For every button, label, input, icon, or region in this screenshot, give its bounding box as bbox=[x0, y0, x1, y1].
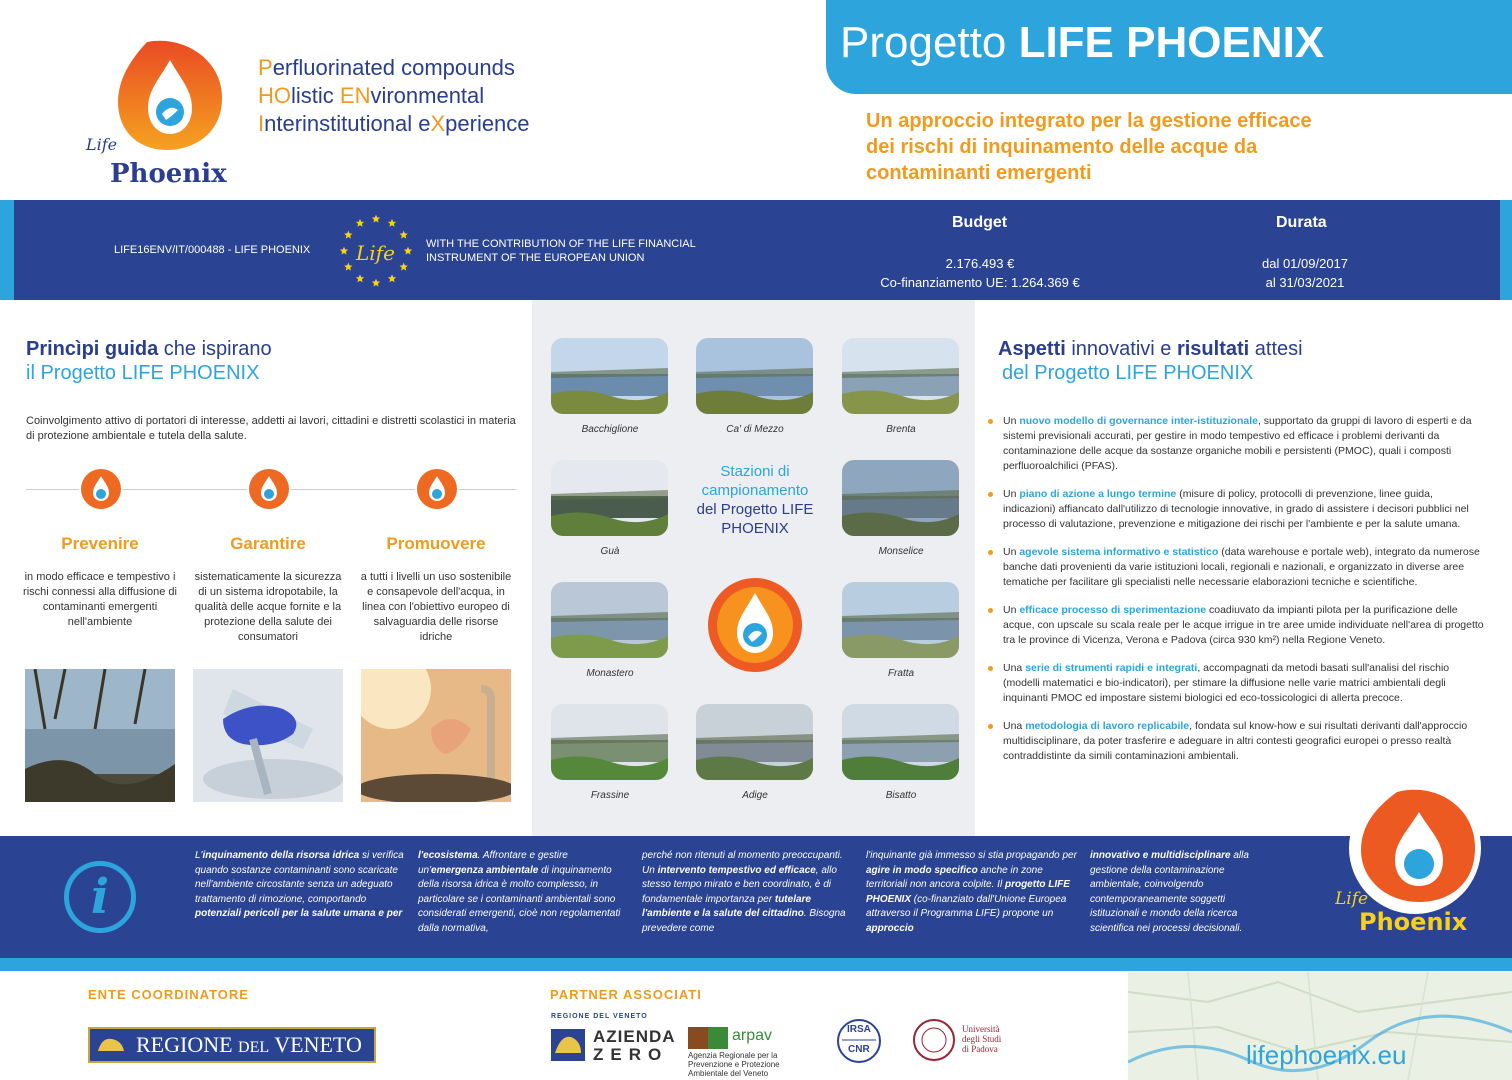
station-photo bbox=[696, 704, 813, 780]
life-phoenix-logo bbox=[1335, 778, 1485, 938]
svg-text:Phoenix: Phoenix bbox=[110, 159, 227, 189]
durata-from: dal 01/09/2017 bbox=[1261, 256, 1349, 271]
arpav-mark-icon bbox=[688, 1027, 728, 1049]
station-photo bbox=[551, 460, 668, 536]
phoenix-drop-icon bbox=[78, 466, 124, 512]
project-code: LIFE16ENV/IT/000488 - LIFE PHOENIX bbox=[114, 244, 311, 256]
eu-star-icon bbox=[356, 219, 364, 227]
principles-heading: Princìpi guida che ispirano il Progetto LIFE PHOENIX bbox=[26, 338, 272, 384]
svg-text:Life: Life bbox=[1335, 889, 1369, 909]
info-col-2: l'ecosistema. Affrontare e gestire un'emergenza ambientale di inquinamento della risorsa idrica è molto complesso, in particolare se i contaminanti ambientali sono considerati emergenti, cioè non regolamentati dalla normativa, bbox=[418, 850, 621, 934]
coordinator-label: ENTE COORDINATORE bbox=[88, 987, 249, 1002]
principle-title-prevenire: Prevenire bbox=[61, 534, 139, 553]
unipd-logo bbox=[912, 1018, 1022, 1064]
cofin-value: Co-finanziamento UE: 1.264.369 € bbox=[880, 275, 1080, 290]
station-label: Bacchiglione bbox=[581, 424, 639, 435]
durata-label: Durata bbox=[1276, 214, 1327, 231]
station-label: Adige bbox=[742, 790, 768, 801]
station-label: Bisatto bbox=[885, 790, 917, 801]
station-photo bbox=[842, 704, 959, 780]
budget-label: Budget bbox=[952, 214, 1008, 231]
aspect-item: Un piano di azione a lungo termine (misure di policy, protocolli di prevenzione, linee guida, indicazioni) affiancato dall'utilizzo di tecnologie innovative, in grado di assistere i decisori pubblici nel processo di valutazione, prevenzione e mitigazione dei rischi per l'ambiente e per la salute umana. bbox=[988, 487, 1488, 532]
station-photo bbox=[842, 338, 959, 414]
info-panel bbox=[0, 836, 1512, 971]
phoenix-drop-icon bbox=[705, 575, 805, 675]
principle-text: in modo efficace e tempestivo i rischi connessi alla diffusione di contaminanti emergenti nell'ambiente bbox=[23, 571, 177, 628]
budget-value: 2.176.493 € bbox=[945, 256, 1015, 271]
band-right-stripe bbox=[1500, 200, 1512, 300]
partner-label: PARTNER ASSOCIATI bbox=[550, 987, 702, 1002]
eu-star-icon bbox=[344, 263, 352, 271]
eu-star-icon bbox=[344, 231, 352, 239]
lion-icon bbox=[551, 1029, 585, 1061]
station-label: Guà bbox=[600, 546, 620, 557]
svg-text:Phoenix: Phoenix bbox=[1359, 908, 1468, 936]
eu-star-icon bbox=[340, 247, 348, 255]
station-photo bbox=[842, 460, 959, 536]
station-label: Frassine bbox=[590, 790, 630, 801]
principle-text: a tutti i livelli un uso sostenibile e consapevole dell'acqua, in linea con l'obiettivo europeo di salvaguardia delle risorse idriche bbox=[360, 571, 512, 643]
eu-star-icon bbox=[372, 215, 380, 223]
aspect-item: Un efficace processo di sperimentazione coadiuvato da impianti pilota per la purificazione delle acque, con upscale su scala reale per le acque irrigue in tre aree umide individuate nell'area di progetto tra le province di Vicenza, Verona e Padova (circa 930 km²) nella Regione Veneto. bbox=[988, 603, 1488, 648]
durata-to: al 31/03/2021 bbox=[1265, 275, 1345, 290]
eu-life-logo bbox=[336, 212, 416, 290]
aspects-heading: Aspetti innovativi e risultati attesi del Progetto LIFE PHOENIX bbox=[998, 338, 1303, 384]
info-col-4: l'inquinante già immesso si stia propagando per agire in modo specifico anche in zone territoriali non ancora colpite. Il progetto LIFE PHOENIX (co-finanziato dall'Unione Europea attraverso il Programma LIFE) propone un approccio bbox=[866, 850, 1077, 934]
info-bottom-stripe bbox=[0, 958, 1512, 971]
station-photo bbox=[696, 338, 813, 414]
station-photo bbox=[551, 582, 668, 658]
project-subtitle: Un approccio integrato per la gestione efficace dei rischi di inquinamento delle acque da contaminanti emergenti bbox=[866, 110, 1312, 184]
aspect-item: Una serie di strumenti rapidi e integrati, accompagnati da metodi basati sull'analisi del rischio (modelli matematici e bio-indicatori), per stimare la diffusione nelle varie matrici ambientali degli inquinanti PMOC ed impostare sistemi biologici ed eco-tossicologici di allerta precoce. bbox=[988, 661, 1488, 706]
life-phoenix-logo bbox=[82, 30, 252, 190]
principle-title-garantire: Garantire bbox=[230, 534, 306, 553]
regione-veneto-logo: REGIONE DEL VENETO bbox=[88, 1027, 376, 1063]
station-label: Ca' di Mezzo bbox=[726, 424, 784, 435]
station-label: Fratta bbox=[887, 668, 915, 679]
principle-title-promuovere: Promuovere bbox=[386, 534, 486, 553]
azienda-zero-logo: REGIONE DEL VENETO AZIENDA ZERO bbox=[551, 1013, 676, 1064]
eu-star-icon bbox=[400, 231, 408, 239]
phoenix-drop-icon bbox=[246, 466, 292, 512]
info-band bbox=[0, 200, 1512, 300]
phoenix-drop-icon bbox=[414, 466, 460, 512]
lion-icon bbox=[96, 1033, 126, 1057]
eu-star-icon bbox=[404, 247, 412, 255]
station-label: Brenta bbox=[886, 424, 916, 435]
seal-icon bbox=[912, 1018, 956, 1062]
info-col-3: perché non ritenuti al momento preoccupanti. Un intervento tempestivo ed efficace, allo stesso tempo mirato e ben coordinato, è di fondamentale importanza per tutelare l'ambiente e la salute del cittadino. Bisogna prevedere come bbox=[642, 850, 846, 934]
station-photo bbox=[551, 338, 668, 414]
aspect-item: Un agevole sistema informativo e statistico (data warehouse e portale web), integrato da numerose banche dati provenienti da varie istituzioni locali, regionali e nazionali, e organizzato in diverse aree tematiche per facilitare gli specialisti nelle necessarie elaborazioni tecniche e scientifiche. bbox=[988, 545, 1488, 590]
photo-lab-glove bbox=[193, 669, 343, 802]
station-photo bbox=[842, 582, 959, 658]
station-label: Monastero bbox=[586, 668, 634, 679]
aspect-item: Una metodologia di lavoro replicabile, fondata sul know-how e sui risultati derivanti dall'approccio multidisciplinare, da poter trasferire e adeguare in altri contesti geografici europei o presso realtà contraddistinte da simili contaminazioni ambientali. bbox=[988, 719, 1488, 764]
info-col-5: innovativo e multidisciplinare alla gestione della contaminazione ambientale, coinvolgendo contemporaneamente soggetti istituzionali e mondo della ricerca scientifica nei processi decisionali. bbox=[1090, 850, 1249, 934]
eu-star-icon bbox=[356, 274, 364, 282]
unipd-text: Università degli Studi di Padova bbox=[962, 1024, 1002, 1054]
aspects-list bbox=[988, 414, 1488, 777]
principle-text: sistematicamente la sicurezza di un sistema idropotabile, la qualità delle acque fornite e la protezione della salute dei consumatori bbox=[194, 571, 342, 643]
svg-text:Life: Life bbox=[86, 135, 118, 154]
info-icon: i bbox=[64, 861, 136, 933]
irsa-cnr-logo: IRSA CNR bbox=[836, 1014, 882, 1069]
website-link[interactable]: lifephoenix.eu bbox=[1246, 1040, 1407, 1070]
svg-text:Life: Life bbox=[356, 241, 395, 265]
project-title: Progetto LIFE PHOENIX bbox=[826, 0, 1512, 94]
eu-star-icon bbox=[388, 274, 396, 282]
photo-river-trees bbox=[25, 669, 175, 802]
aspect-item: Un nuovo modello di governance inter-istituzionale, supportato da gruppi di lavoro di esperti e da sistemi previsionali accurati, per gestire in modo tempestivo ed efficace i problemi derivanti da contaminazione delle acque da sostanze organiche mobili e persistenti (PMOC), quali i composti perfluoroalchilici (PFAS). bbox=[988, 414, 1488, 474]
band-stripe bbox=[0, 200, 14, 300]
stations-title: Stazioni di campionamento del Progetto LIFE PHOENIX bbox=[696, 463, 814, 537]
eu-star-icon bbox=[400, 263, 408, 271]
station-photo bbox=[551, 704, 668, 780]
tagline: Perfluorinated compounds HOlistic ENvironmental Interinstitutional eXperience bbox=[258, 55, 530, 136]
principles-intro: Coinvolgimento attivo di portatori di interesse, addetti ai lavori, cittadini e distretti scolastici in materia di protezione ambientale e tutela della salute. bbox=[26, 415, 516, 442]
budget-values bbox=[860, 254, 1100, 292]
info-col-1: L'inquinamento della risorsa idrica si verifica quando sostanze contaminanti sono scaricate nell'ambiente circostante senza un adeguato trattamento di rimozione, comportando potenziali pericoli per la salute umana e per bbox=[195, 850, 404, 920]
eu-contribution: WITH THE CONTRIBUTION OF THE LIFE FINANCIAL INSTRUMENT OF THE EUROPEAN UNION bbox=[426, 238, 696, 264]
station-label: Monselice bbox=[878, 546, 924, 557]
arpav-logo: arpav Agenzia Regionale per la Prevenzione e Protezione Ambientale del Veneto bbox=[688, 1027, 780, 1078]
photo-fountain-hands bbox=[361, 669, 511, 802]
durata-values bbox=[1220, 254, 1390, 292]
eu-star-icon bbox=[388, 219, 396, 227]
eu-star-icon bbox=[372, 279, 380, 287]
